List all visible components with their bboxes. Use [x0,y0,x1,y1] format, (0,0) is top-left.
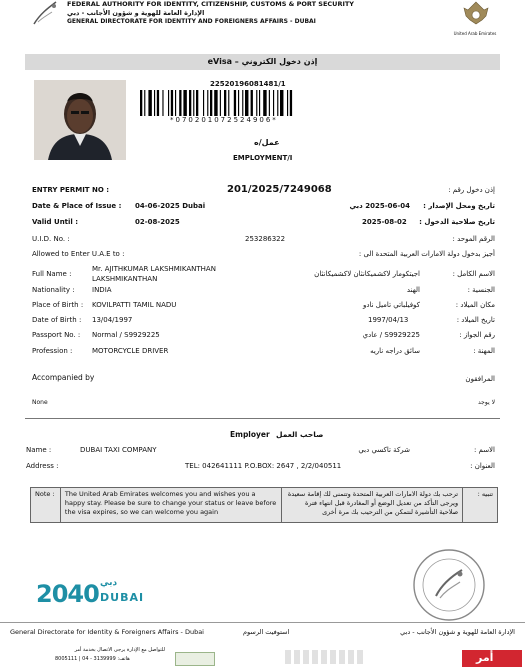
brand-year: 2040 [36,580,99,608]
footer-amer-text: أمر [476,651,494,664]
passport-value-ar: S9929225 / عادي [362,331,420,339]
barcode-bar [154,90,155,116]
name-label: Full Name : [32,270,72,278]
dob-label: Date of Birth : [32,316,82,324]
barcode-bar [220,90,221,116]
entry-permit-value: 201/2025/7249068 [227,184,332,195]
issue-value-ar: 2025-06-04 دبي [349,202,410,210]
footer-middle-ar: استوفيت الرسوم [243,628,290,636]
emblem-caption: United Arab Emirates [453,31,497,36]
valid-value: 02-08-2025 [135,218,180,226]
barcode-bar [148,90,151,116]
employer-address-label: Address : [26,462,59,470]
nationality-value: INDIA [92,286,112,294]
brand-dubai-ar: دبي [100,578,118,588]
footer-amer-logo [462,650,522,667]
barcode-bar [238,90,239,116]
note-label: Note : [31,488,61,522]
barcode-bar [273,90,274,116]
barcode-bar [210,90,212,116]
note-box [30,487,498,523]
section-divider [25,418,500,419]
employer-heading-ar: صاحب العمل [276,430,324,439]
footer-center-notice [285,650,365,664]
uid-ar: الرقم الموحد : [452,235,495,243]
dob-value-ar: 1997/04/13 [368,316,409,324]
footer-right-ar: الإدارة العامة للهوية و شؤون الأجانب - دبي [400,628,515,636]
barcode-bar [207,90,208,116]
pob-label: Place of Birth : [32,301,84,309]
employer-name-label: Name : [26,446,52,454]
name-value-2: LAKSHMIKANTHAN [92,275,158,283]
header-logo [30,0,60,26]
employer-heading-en: Employer [230,430,270,439]
barcode-bar [234,90,236,116]
pob-ar: مكان الميلاد : [455,301,495,309]
accompanied-value-ar: لا يوجد [478,399,495,406]
pob-value-ar: كوفيلباتي تاميل نادو [362,301,420,309]
employer-name-ar: الاسم : [473,446,495,454]
barcode-bar [183,90,186,116]
name-value-1: Mr. AJITHKUMAR LAKSHMIKANTHAN [92,265,216,273]
official-stamp-icon [412,548,486,622]
barcode-bar [224,90,226,116]
nationality-value-ar: الهند [406,286,420,294]
accompanied-label: Accompanied by [32,373,95,382]
footer-contact-ar: للتواصل مع الإدارة يرجى الاتصال بخدمة أمر [74,647,165,653]
barcode-bar [242,90,243,116]
name-value-ar: اجيتكومار لاكشميكانثان لاكشميكانثان [314,270,420,278]
barcode-bar [196,90,198,116]
note-label-ar: تنبيه : [477,490,493,498]
allowed-ar: أجيز بدخول دولة الامارات العربية المتحدة الى : [358,250,495,258]
name-ar: الاسم الكامل : [452,270,495,278]
barcode-bar [144,90,145,116]
note-text-en: The United Arab Emirates welcomes you and wishes you a happy stay. Please be sure to change your status or leave before the visa expires, so we can welcome you again [61,488,282,522]
issue-value: 04-06-2025 Dubai [135,202,206,210]
profession-label: Profession : [32,347,73,355]
employer-name-value: DUBAI TAXI COMPANY [80,446,157,454]
barcode-bar [168,90,169,116]
uae-emblem-icon [458,0,494,30]
file-number: 22520196081481/1 [210,80,286,88]
valid-value-ar: 2025-08-02 [362,218,407,226]
barcode-bar [277,90,278,116]
applicant-photo [34,80,126,160]
valid-label: Valid Until : [32,218,79,226]
evisa-title-bar: eVisa – إذن دخول الكتروني [25,54,500,70]
issue-label: Date & Place of Issue : [32,202,122,210]
allowed-label: Allowed to Enter U.A.E to : [32,250,125,258]
employer-address-ar: العنوان : [470,462,495,470]
accompanied-ar: المرافقون [465,375,495,383]
valid-ar: تاريخ صلاحية الدخول : [419,218,495,226]
barcode-bar [214,90,217,116]
barcode-bar [193,90,194,116]
uid-label: U.I.D. No. : [32,235,70,243]
barcode-bar [162,90,163,116]
profession-value-ar: سائق دراجه ناريه [370,347,420,355]
visa-type-en: EMPLOYMENT/I [233,154,293,162]
barcode-bar [256,90,257,116]
barcode-text: *070201072524906* [170,116,278,124]
barcode-bar [287,90,288,116]
barcode-bar [203,90,204,116]
pob-value: KOVILPATTI TAMIL NADU [92,301,177,309]
barcode-bar [157,90,159,116]
note-text-ar: ترحب بك دولة الامارات العربية المتحدة وتتمنى لك إقامة سعيدة ويرجى التأكد من تعديل الوضع أو المغادرة قبل انتهاء فترة صلاحية التأشيرة لنتمكن من الترحيب بك مرة أخرى [282,488,463,522]
barcode-bar [175,90,176,116]
barcode-bar [251,90,253,116]
header-directorate-en: GENERAL DIRECTORATE FOR IDENTITY AND FOREIGNERS AFFAIRS - DUBAI [67,18,316,25]
passport-ar: رقم الجواز : [459,331,495,339]
profession-value: MOTORCYCLE DRIVER [92,347,169,355]
brand-dubai-en: DUBAI [100,591,145,604]
uid-value: 253286322 [245,235,286,243]
barcode-bar [189,90,191,116]
footer-left: General Directorate for Identity & Foreigners Affairs - Dubai [10,628,204,636]
barcode-bar [259,90,260,116]
entry-permit-ar: إذن دخول رقم : [448,186,495,194]
barcode-bar [269,90,270,116]
nationality-label: Nationality : [32,286,75,294]
barcode-bar [290,90,292,116]
dob-ar: تاريخ الميلاد : [456,316,495,324]
barcode-bar [280,90,283,116]
issue-ar: تاريخ ومحل الإصدار : [423,202,495,210]
dubai-2040-logo [36,578,146,608]
barcode-bar [245,90,248,116]
header-authority-en: FEDERAL AUTHORITY FOR IDENTITY, CITIZENSHIP, CUSTOMS & PORT SECURITY [67,0,355,8]
header-directorate-ar: الإدارة العامة للهوية و شؤون الأجانب - دبي [67,9,205,17]
footer-divider [0,622,525,623]
barcode-bar [140,90,142,116]
footer-badge-icon [175,652,215,666]
footer-phone: هاتف: 3139999 - 04 | 8005111 [55,656,130,662]
passport-value: Normal / S9929225 [92,331,160,339]
entry-permit-label: ENTRY PERMIT NO : [32,186,110,194]
employer-name-value-ar: شركة تاكسي دبي [358,446,410,454]
barcode-bar [171,90,173,116]
dob-value: 13/04/1997 [92,316,133,324]
barcode-bar [179,90,181,116]
nationality-ar: الجنسية : [467,286,495,294]
visa-type-ar: عمل/ه [254,138,280,147]
passport-label: Passport No. : [32,331,81,339]
barcode-bar [228,90,229,116]
profession-ar: المهنة : [473,347,495,355]
barcode-bar [263,90,266,116]
barcode [140,90,336,116]
employer-address-value: TEL: 042641111 P.O.BOX: 2647 , 2/2/040511 [185,462,342,470]
accompanied-value: None [32,399,48,406]
